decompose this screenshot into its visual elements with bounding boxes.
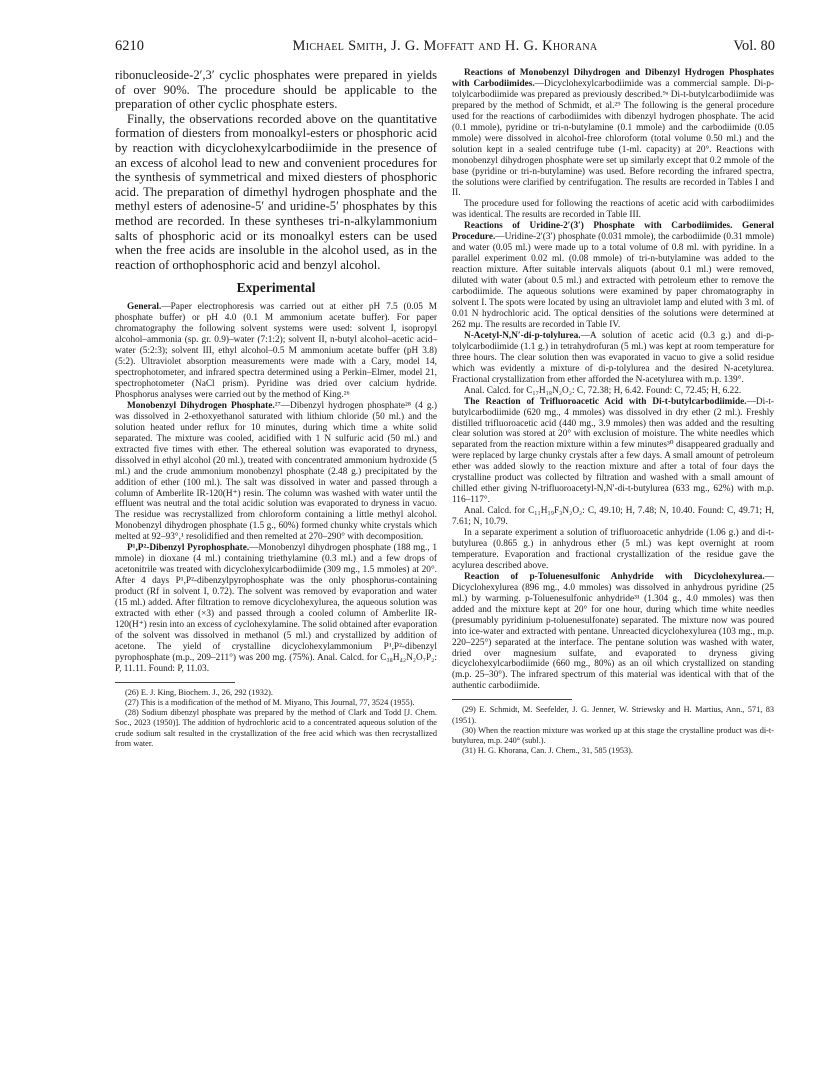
run-in-heading: P¹,P²-Dibenzyl Pyrophosphate.: [127, 543, 250, 554]
right-column: [452, 68, 774, 756]
running-header: [115, 38, 775, 58]
paragraph: In a separate experiment a solution of trifluoroacetic anhydride (1.06 g.) and di-t-butylurea (0.865 g.) in anhydrous ether (5 ml.) was kept overnight at room temperature. Evaporation and fractional crystallization of the residue gave the acylurea described above.: [452, 528, 774, 571]
paragraph: [452, 331, 774, 386]
paragraph: [115, 543, 437, 674]
running-title: Michael Smith, J. G. Moffatt and H. G. Khorana: [292, 38, 598, 54]
volume-label: Vol. 80: [733, 38, 775, 54]
footnote: (30) When the reaction mixture was worked up at this stage the crystalline product was di-t-butylurea, m.p. 240° (subl.).: [452, 725, 774, 745]
footnote-rule: [115, 682, 235, 683]
run-in-heading: N-Acetyl-N,N′-di-p-tolylurea.: [464, 330, 581, 341]
section-heading: Experimental: [236, 280, 316, 296]
paragraph: [452, 68, 774, 199]
run-in-heading: The Reaction of Trifluoroacetic Acid with Di-t-butylcarbodiimide.: [464, 396, 747, 407]
run-in-heading: Reactions of Monobenzyl Dihydrogen and Dibenzyl Hydrogen Phosphates with Carbodiimides.: [452, 68, 774, 89]
footnote-rule: [452, 699, 572, 700]
paragraph-text: —Monobenzyl dihydrogen phosphate (188 mg., 1 mmole) in dioxane (4 ml.) containing triethylamine (0.3 ml.) and a few drops of acetonitrile was treated with dicyclohexylcarbodiimide (309 mg., 1.5 mmoles) at 20°. After 4 days P¹,P²-dibenzylpyrophosphate was the only phosphorus-containing product (Rf in solvent I, 0.72). The solvent was removed by evaporation and water (15 ml.) added. After filtration to remove dicyclohexylurea, the aqueous solution was extracted with ether (×3) and passed through a cooled column of Amberlite IR-120(H⁺) resin into an excess of cyclohexylamine. The solid obtained after evaporation of the solvent was dissolved in methanol (5 ml.) and crystallized by addition of acetone. The yield of crystalline dicyclohexylammonium P¹,P²-dibenzyl pyrophosphate (m.p., 209–211°) was 200 mg. (75%). Anal. Calcd. for C₃₈H₄₂N₂O₇P₂: P, 11.11. Found: P, 11.03.: [115, 543, 437, 674]
footnote: (29) E. Schmidt, M. Seefelder, J. G. Jenner, W. Striewsky and H. Martius, Ann., 571, 83 (1951).: [452, 705, 774, 725]
left-column: [115, 68, 437, 749]
footnote: (28) Sodium dibenzyl phosphate was prepared by the method of Clark and Todd [J. Chem. Soc., 2023 (1950)]. The addition of hydrochloric acid to a concentrated aqueous solution of the crude sodium salt resulted in the crystallization of the free acid which was then recrystallized from water.: [115, 708, 437, 748]
analysis-line: Anal. Calcd. for C₁₇H₁₈N₂O₂: C, 72.38; H, 6.42. Found: C, 72.45; H, 6.22.: [464, 385, 742, 396]
run-in-heading: General.: [127, 302, 162, 313]
paragraph-text: —Di-t-butylcarbodiimide (620 mg., 4 mmoles) was dissolved in dry ether (2 ml.). Freshly distilled trifluoroacetic acid (440 mg., 3.9 mmoles) then was added and the resulting clear solution was stored at 20° with exclusion of moisture. The white needles which separated from the reaction mixture within a few minutes³⁰ disappeared gradually and were replaced by large chunky crystals after a few days. A small amount of petroleum ether was added slowly to the reaction mixture and after a total of four days the crystalline product was collected by filtration and washed with a small amount of chilled ether giving N-trifluoroacetyl-N,N′-di-t-butylurea (633 mg., 62%) with m.p. 116–117°.: [452, 396, 774, 506]
paragraph: [452, 572, 774, 692]
paragraph: [115, 302, 437, 401]
footnote: (27) This is a modification of the method of M. Miyano, This Journal, 77, 3524 (1955).: [125, 697, 415, 707]
paragraph: The procedure used for following the reactions of acetic acid with carbodiimides was identical. The results are recorded in Table III.: [452, 199, 774, 221]
run-in-heading: Monobenzyl Dihydrogen Phosphate.: [127, 400, 275, 411]
paragraph-text: —Dicyclohexylurea (896 mg., 4.0 mmoles) was dissolved in anhydrous pyridine (25 ml.) by warming. p-Toluenesulfonic anhydride³¹ (1.304 g., 4.0 mmoles) was then added and the mixture kept at 20° for one hour, during which time white needles (presumably pyridinium p-toluenesulfonate) separated. The mixture now was poured into ice-water and extracted with pentane. Unreacted dicyclohexylurea (103 mg., m.p. 220–225°) separated at the interface. The pentane solution was washed with water, dried over magnesium sulfate, and evaporated to dryness giving dicyclohexylcarbodiimide (660 mg., 80%) as an oil which crystallized on standing (m.p. 25–30°). The infrared spectrum of this material was identical with that of the authentic carbodiimide.: [452, 571, 774, 692]
experimental-section-continued: [452, 68, 774, 692]
paragraph-text: ²⁷—Dibenzyl hydrogen phosphate²⁸ (4 g.) was dissolved in 2-ethoxyethanol saturated with lithium chloride (50 ml.) and the solution heated under reflux for 10 minutes, during which time a white solid separated. The mixture was cooled, acidified with 1 N sulfuric acid (50 ml.) and extracted five times with ether. The ethereal solution was evaporated to dryness, dissolved in ethyl alcohol (20 ml.), treated with concentrated ammonium hydroxide (5 ml.) and the crude ammonium monobenzyl phosphate (2.48 g.) precipitated by the addition of ether (100 ml.). The salt was dissolved in water and passed through a column of Amberlite IR-120(H⁺) resin. The column was washed with water until the effluent was neutral and the total acidic solution was evaporated to dryness in vacuo. The residue was recrystallized from chloroform containing a little methyl alcohol. Monobenzyl dihydrogen phosphate (1.5 g., 60%) formed chunky white crystals which melted at 92–93°,¹ resolidified and then remelted at 270–290° with decomposition.: [115, 400, 437, 543]
experimental-section: [115, 302, 437, 674]
run-in-heading: Reactions of Uridine-2′(3′) Phosphate with Carbodiimides. General Procedure.: [452, 221, 774, 243]
footnotes: [115, 688, 437, 749]
paragraph: ribonucleoside-2′,3′ cyclic phosphates were prepared in yields of over 90%. The procedure should be applicable to the preparation of other cyclic phosphate esters.: [115, 68, 437, 112]
footnote: (26) E. J. King, Biochem. J., 26, 292 (1932).: [125, 687, 273, 697]
paragraph: [115, 401, 437, 543]
paragraph: Finally, the observations recorded above on the quantitative formation of diesters from monoalkyl-esters or phosphoric acid by reaction with dicyclohexylcarbodiimide in the presence of an excess of alcohol lead to new and convenient procedures for the synthesis of symmetrical and mixed diesters of phosphoric acid. The preparation of dimethyl hydrogen phosphate and the methyl esters of adenosine-5′ and uridine-5′ phosphates by this method are recorded. In these syntheses tri-n-alkylammonium salts of phosphoric acid or its monoalkyl esters can be used when the free acids are insoluble in the alcohol used, as in the reaction of orthophosphoric acid and benzyl alcohol.: [115, 111, 437, 272]
page-number: 6210: [115, 38, 144, 54]
paragraph: [452, 221, 774, 331]
footnote: (31) H. G. Khorana, Can. J. Chem., 31, 585 (1953).: [462, 746, 633, 756]
paragraph-text: —Paper electrophoresis was carried out at either pH 7.5 (0.05 M phosphate buffer) or pH 4.0 (0.1 M ammonium acetate buffer). For paper chromatography the following solvent systems were used: solvent I, isopropyl alcohol–ammonia (sp. gr. 0.9)–water (7:1:2); solvent II, n-butyl alcohol–acetic acid–water (5:2:3); solvent III, ethyl alcohol–0.5 M ammonium acetate buffer (pH 3.8) (5:2). Ultraviolet absorption measurements were made with a Cary, model 14, spectrophotometer, and infrared spectra determined using a Perkin–Elmer, model 21, spectrophotometer (NaCl prism). Pyridine was dried over calcium hydride. Phosphorus analyses were carried out by the method of King.²⁶: [115, 302, 437, 400]
analysis-line: Anal. Calcd. for C₁₁H₁₉F₃N₂O₂: C, 49.10; H, 7.48; N, 10.40. Found: C, 49.71; H, 7.61; N, 10.79.: [452, 506, 774, 528]
paragraph-text: —Dicyclohexylcarbodiimide was a commercial sample. Di-p-tolylcarbodiimide was prepared as previously described.⁹ᵃ Di-t-butylcarbodiimide was prepared by the method of Schmidt, et al.²⁹ The following is the general procedure used for the reactions of carbodiimides with dibenzyl hydrogen phosphate. The acid (0.1 mmole), pyridine or tri-n-butylamine (0.1 mmole) and the carbodiimide (0.05 mmole) were dissolved in alcohol-free chloroform (total volume 0.50 ml.) and the solution kept in a sealed centrifuge tube (1-ml. capacity) at 20°. Reactions with monobenzyl dihydrogen phosphate were set up similarly except that 0.2 mmole of the base (pyridine or tri-n-butylamine) was used. Before recording the infrared spectra, the solutions were clarified by centrifugation. The results are recorded in Tables I and II.: [452, 78, 774, 199]
paragraph-text: —A solution of acetic acid (0.3 g.) and di-p-tolylcarbodiimide (1.1 g.) in tetrahydrofuran (5 ml.) was kept at room temperature for three hours. The clear solution then was evaporated in vacuo to give a solid residue which was evidently a mixture of di-p-tolylurea and the desired N-acetylurea. Fractional crystallization from ether afforded the N-acetylurea with m.p. 139°.: [452, 330, 774, 385]
paragraph: [452, 397, 774, 507]
run-in-heading: Reaction of p-Toluenesulfonic Anhydride with Dicyclohexylurea.: [464, 571, 765, 582]
discussion-conclusion: [115, 68, 437, 272]
footnotes: [452, 705, 774, 756]
paragraph-text: —Uridine-2′(3′) phosphate (0.031 mmole), the carbodiimide (0.31 mmole) and water (0.05 ml.) were made up to a total volume of 0.8 ml. with pyridine. In a parallel experiment 0.02 ml. (0.08 mmole) of tri-n-butylamine was added to the reaction mixture. After suitable intervals aliquots (about 0.1 ml.) were removed, diluted with water (about 0.5 ml.) and extracted with petroleum ether to remove the carbodiimide. The aqueous solutions were examined by paper chromatography in solvent I. The spots were located by using an ultraviolet lamp and eluted with 3 ml. of 0.01 N hydrochloric acid. The optical densities of the solutions were determined at 262 mμ. The results are recorded in Table IV.: [452, 232, 774, 330]
